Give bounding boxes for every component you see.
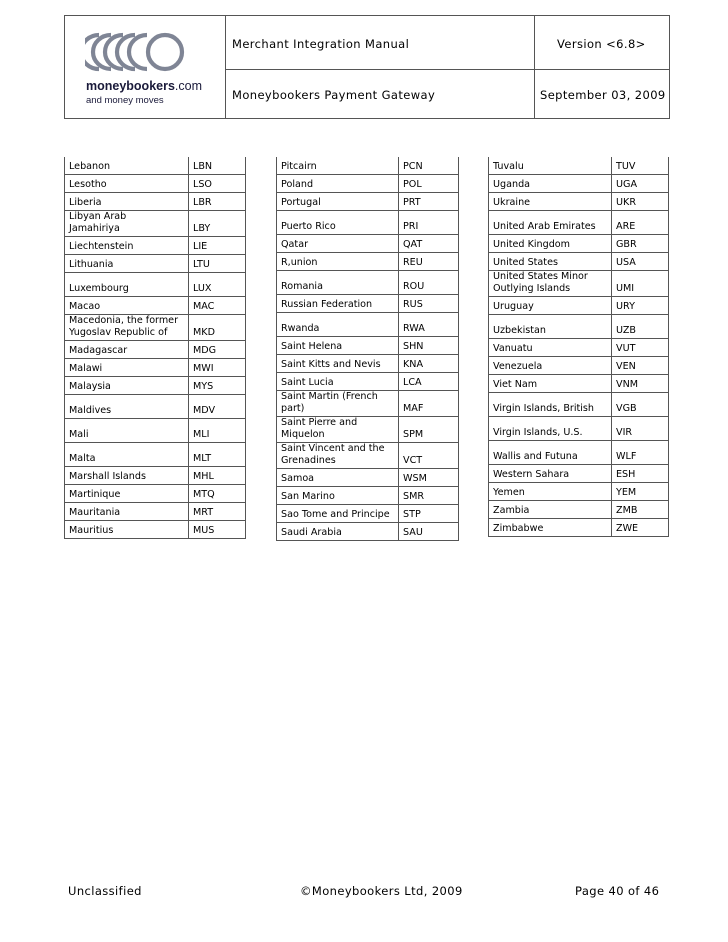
country-name: Luxembourg xyxy=(65,273,189,297)
table-row xyxy=(489,501,669,519)
table-row xyxy=(489,375,669,393)
table-row xyxy=(65,175,246,193)
country-name: Saint Vincent and the Grenadines xyxy=(277,443,399,469)
country-name: Malawi xyxy=(65,359,189,377)
table-row xyxy=(277,523,459,541)
country-name: Saint Pierre and Miquelon xyxy=(277,417,399,443)
logo-rings-icon xyxy=(85,31,185,73)
country-code: MRT xyxy=(189,503,246,521)
table-row xyxy=(65,157,246,175)
table-row xyxy=(277,235,459,253)
country-name: Zambia xyxy=(489,501,612,519)
country-name: Western Sahara xyxy=(489,465,612,483)
header-divider xyxy=(534,16,535,118)
country-table-2 xyxy=(276,157,459,541)
country-code: MHL xyxy=(189,467,246,485)
country-code: YEM xyxy=(612,483,669,501)
manual-title: Merchant Integration Manual xyxy=(232,37,410,51)
country-code: UZB xyxy=(612,315,669,339)
country-name: Uzbekistan xyxy=(489,315,612,339)
country-name: Lesotho xyxy=(65,175,189,193)
table-row xyxy=(489,393,669,417)
country-code: ROU xyxy=(399,271,459,295)
country-name: Pitcairn xyxy=(277,157,399,175)
country-name: Russian Federation xyxy=(277,295,399,313)
country-name: Samoa xyxy=(277,469,399,487)
country-name: Poland xyxy=(277,175,399,193)
country-code: VIR xyxy=(612,417,669,441)
table-row xyxy=(65,503,246,521)
country-name: Saudi Arabia xyxy=(277,523,399,541)
country-name: Tuvalu xyxy=(489,157,612,175)
country-code: MUS xyxy=(189,521,246,539)
table-row xyxy=(277,253,459,271)
country-code: VCT xyxy=(399,443,459,469)
table-row xyxy=(489,339,669,357)
country-code: WLF xyxy=(612,441,669,465)
version-label: Version <6.8> xyxy=(557,37,646,51)
country-name: Virgin Islands, British xyxy=(489,393,612,417)
table-row xyxy=(277,193,459,211)
document-date: September 03, 2009 xyxy=(540,88,666,102)
country-code: USA xyxy=(612,253,669,271)
table-row xyxy=(489,211,669,235)
country-name: Saint Helena xyxy=(277,337,399,355)
table-row xyxy=(277,469,459,487)
table-row xyxy=(489,271,669,297)
header-divider xyxy=(225,69,669,70)
table-row xyxy=(489,193,669,211)
country-name: Saint Lucia xyxy=(277,373,399,391)
country-code: LBY xyxy=(189,211,246,237)
table-row xyxy=(277,417,459,443)
country-code: LCA xyxy=(399,373,459,391)
table-row xyxy=(65,255,246,273)
country-code: LUX xyxy=(189,273,246,297)
table-row xyxy=(277,505,459,523)
country-name: Qatar xyxy=(277,235,399,253)
country-name: Liechtenstein xyxy=(65,237,189,255)
table-row xyxy=(489,441,669,465)
table-row xyxy=(489,417,669,441)
country-code: MDV xyxy=(189,395,246,419)
country-code: MLI xyxy=(189,419,246,443)
table-row xyxy=(65,315,246,341)
header-divider xyxy=(225,16,226,118)
table-row xyxy=(65,467,246,485)
table-row xyxy=(65,297,246,315)
country-code: TUV xyxy=(612,157,669,175)
country-code: KNA xyxy=(399,355,459,373)
country-name: Saint Kitts and Nevis xyxy=(277,355,399,373)
country-name: Mauritius xyxy=(65,521,189,539)
country-code: UKR xyxy=(612,193,669,211)
table-row xyxy=(277,157,459,175)
table-row xyxy=(489,175,669,193)
country-name: Macedonia, the former Yugoslav Republic of xyxy=(65,315,189,341)
country-code: WSM xyxy=(399,469,459,487)
table-row xyxy=(489,235,669,253)
table-row xyxy=(277,391,459,417)
country-code: ZMB xyxy=(612,501,669,519)
country-code: ARE xyxy=(612,211,669,235)
country-code: VEN xyxy=(612,357,669,375)
country-code: VGB xyxy=(612,393,669,417)
country-name: R,union xyxy=(277,253,399,271)
table-row xyxy=(65,273,246,297)
country-code: RUS xyxy=(399,295,459,313)
table-row xyxy=(277,295,459,313)
country-name: Saint Martin (French part) xyxy=(277,391,399,417)
table-row xyxy=(277,337,459,355)
country-code: URY xyxy=(612,297,669,315)
country-code: MWI xyxy=(189,359,246,377)
country-code: LSO xyxy=(189,175,246,193)
table-row xyxy=(489,465,669,483)
country-code: SHN xyxy=(399,337,459,355)
country-code: MAF xyxy=(399,391,459,417)
country-code: MTQ xyxy=(189,485,246,503)
table-row xyxy=(277,271,459,295)
classification-label: Unclassified xyxy=(68,884,142,898)
country-name: Malta xyxy=(65,443,189,467)
country-code: PCN xyxy=(399,157,459,175)
country-code: LTU xyxy=(189,255,246,273)
country-name: San Marino xyxy=(277,487,399,505)
country-name: Vanuatu xyxy=(489,339,612,357)
country-name: United States xyxy=(489,253,612,271)
country-name: Romania xyxy=(277,271,399,295)
country-code: UMI xyxy=(612,271,669,297)
country-code: STP xyxy=(399,505,459,523)
country-code: SMR xyxy=(399,487,459,505)
country-code: ZWE xyxy=(612,519,669,537)
country-code: VUT xyxy=(612,339,669,357)
country-code: POL xyxy=(399,175,459,193)
country-code: LBN xyxy=(189,157,246,175)
country-name: Liberia xyxy=(65,193,189,211)
table-row xyxy=(277,211,459,235)
table-row xyxy=(277,313,459,337)
country-name: United States Minor Outlying Islands xyxy=(489,271,612,297)
gateway-title: Moneybookers Payment Gateway xyxy=(232,88,436,102)
table-row xyxy=(65,443,246,467)
country-code: VNM xyxy=(612,375,669,393)
table-row xyxy=(65,341,246,359)
country-name: Viet Nam xyxy=(489,375,612,393)
document-header xyxy=(64,15,670,119)
country-name: Malaysia xyxy=(65,377,189,395)
table-row xyxy=(65,395,246,419)
country-code: MDG xyxy=(189,341,246,359)
logo-tagline: and money moves xyxy=(86,95,164,106)
country-name: United Kingdom xyxy=(489,235,612,253)
country-code: SAU xyxy=(399,523,459,541)
copyright-notice: ©Moneybookers Ltd, 2009 xyxy=(300,884,463,898)
table-row xyxy=(277,175,459,193)
country-name: Wallis and Futuna xyxy=(489,441,612,465)
table-row xyxy=(489,357,669,375)
country-name: Lithuania xyxy=(65,255,189,273)
table-row xyxy=(489,315,669,339)
country-code: LIE xyxy=(189,237,246,255)
country-code: GBR xyxy=(612,235,669,253)
country-name: Venezuela xyxy=(489,357,612,375)
table-row xyxy=(489,157,669,175)
country-name: Puerto Rico xyxy=(277,211,399,235)
country-code: ESH xyxy=(612,465,669,483)
country-code: MYS xyxy=(189,377,246,395)
country-code: SPM xyxy=(399,417,459,443)
country-name: Lebanon xyxy=(65,157,189,175)
table-row xyxy=(489,297,669,315)
country-code: UGA xyxy=(612,175,669,193)
country-name: Madagascar xyxy=(65,341,189,359)
country-code: PRI xyxy=(399,211,459,235)
table-row xyxy=(65,237,246,255)
country-name: Libyan Arab Jamahiriya xyxy=(65,211,189,237)
country-name: Virgin Islands, U.S. xyxy=(489,417,612,441)
country-name: Maldives xyxy=(65,395,189,419)
table-row xyxy=(489,253,669,271)
country-code: LBR xyxy=(189,193,246,211)
table-row xyxy=(65,359,246,377)
country-name: Mauritania xyxy=(65,503,189,521)
table-row xyxy=(277,487,459,505)
country-name: Martinique xyxy=(65,485,189,503)
country-name: Uganda xyxy=(489,175,612,193)
table-row xyxy=(277,373,459,391)
table-row xyxy=(65,419,246,443)
country-name: Macao xyxy=(65,297,189,315)
page-number: Page 40 of 46 xyxy=(575,884,660,898)
country-name: Ukraine xyxy=(489,193,612,211)
country-name: Yemen xyxy=(489,483,612,501)
country-name: Marshall Islands xyxy=(65,467,189,485)
country-table-1 xyxy=(64,157,246,539)
table-row xyxy=(489,483,669,501)
country-code: MAC xyxy=(189,297,246,315)
country-code: RWA xyxy=(399,313,459,337)
logo-wordmark: moneybookers.com xyxy=(86,79,203,93)
country-name: Rwanda xyxy=(277,313,399,337)
country-code: PRT xyxy=(399,193,459,211)
table-row xyxy=(277,355,459,373)
table-row xyxy=(65,485,246,503)
table-row xyxy=(277,443,459,469)
country-name: Portugal xyxy=(277,193,399,211)
country-code: QAT xyxy=(399,235,459,253)
country-name: Mali xyxy=(65,419,189,443)
table-row xyxy=(65,377,246,395)
table-row xyxy=(489,519,669,537)
country-code: MKD xyxy=(189,315,246,341)
table-row xyxy=(65,193,246,211)
table-row xyxy=(65,521,246,539)
country-name: Sao Tome and Principe xyxy=(277,505,399,523)
country-name: Zimbabwe xyxy=(489,519,612,537)
country-code: MLT xyxy=(189,443,246,467)
country-name: United Arab Emirates xyxy=(489,211,612,235)
country-name: Uruguay xyxy=(489,297,612,315)
country-table-3 xyxy=(488,157,669,537)
table-row xyxy=(65,211,246,237)
country-code: REU xyxy=(399,253,459,271)
